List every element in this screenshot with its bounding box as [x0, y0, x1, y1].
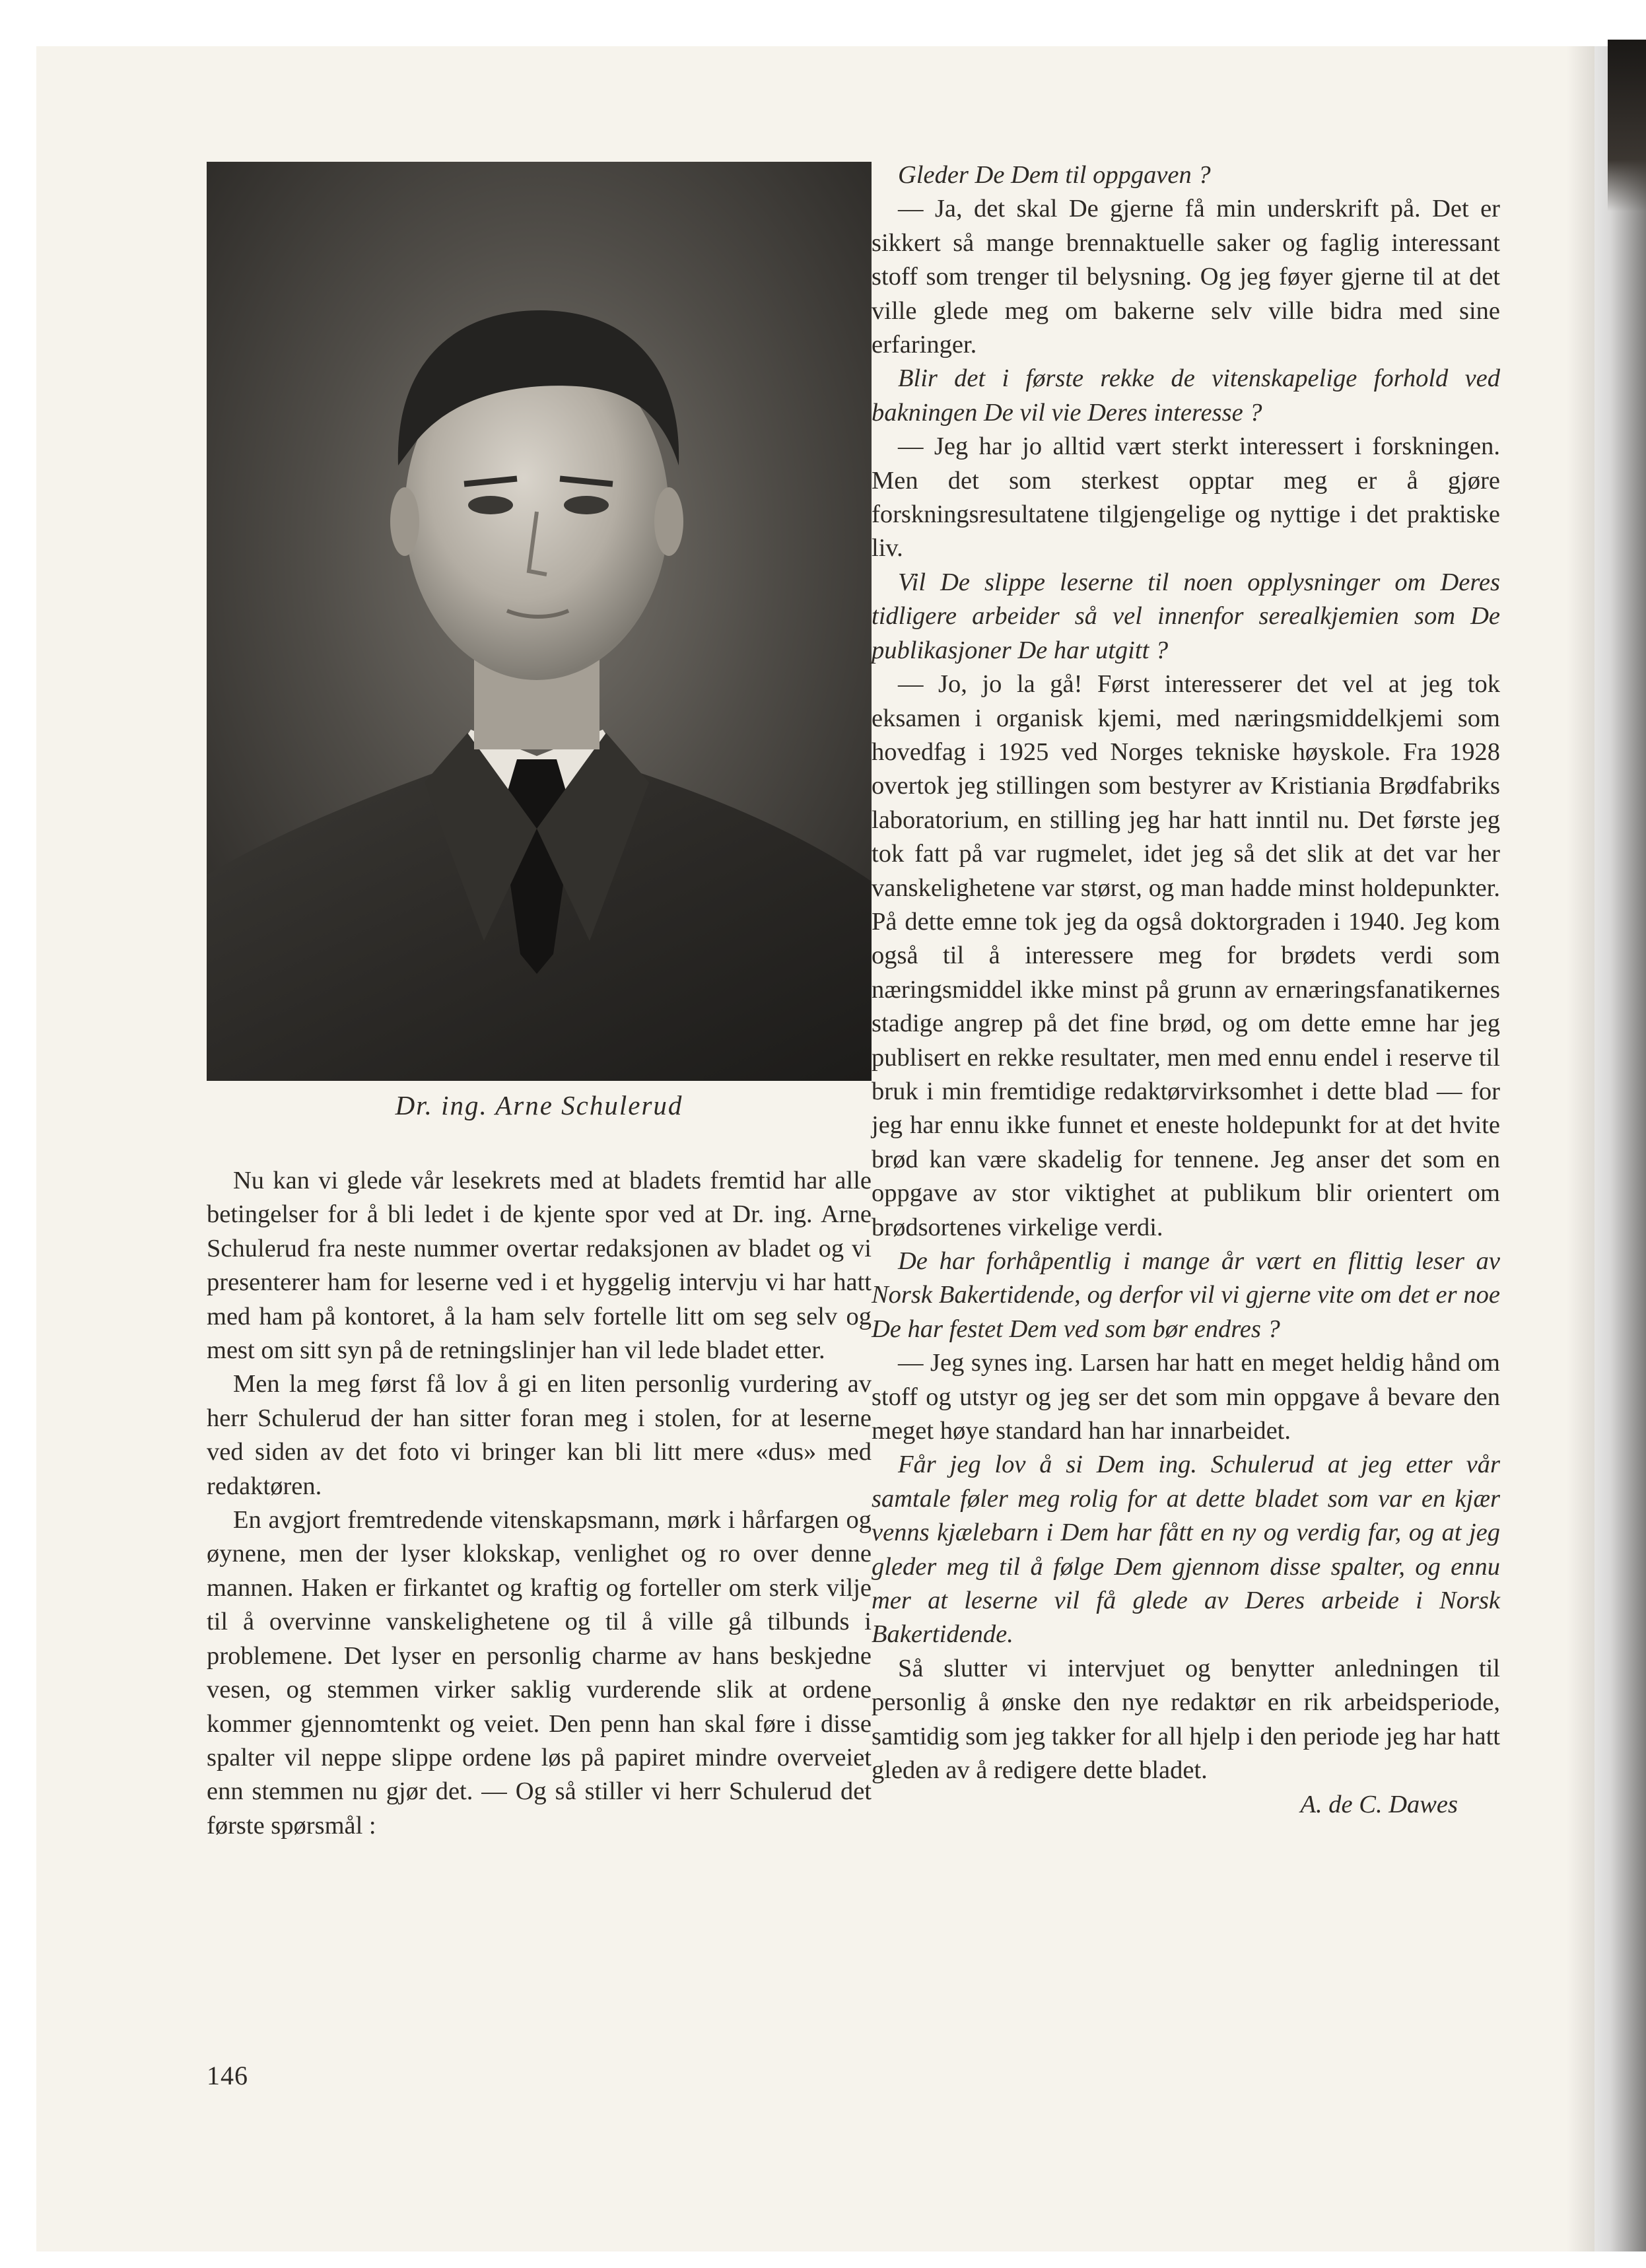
closing-paragraph: Så slutter vi intervjuet og benytter anledningen til personlig å ønske den nye redaktør en rik arbeidsperiode, samtidig som jeg takker for all hjelp i den periode jeg har hatt gleden av å redigere dette bladet.: [872, 1654, 1500, 1785]
article-paragraph: Nu kan vi glede vår lesekrets med at bladets fremtid har alle betingelser for å bli ledet i de kjente spor ved at Dr. ing. Arne Schulerud fra neste nummer overtar redaksjonen av bladet og vi presenterer ham for leserne ved i et hyggelig intervju vi har hatt med ham på kontoret, å la ham selv fortelle litt om seg selv og mest om sitt syn på de retningslinjer han vil lede bladet etter.: [207, 1167, 872, 1365]
interview-answer: — Jeg synes ing. Larsen har hatt en meget heldig hånd om stoff og utstyr og jeg ser det som min oppgave å bevare den meget høye standard han har innarbeidet.: [872, 1349, 1500, 1445]
article-paragraph: En avgjort fremtredende vitenskapsmann, mørk i hårfargen og øynene, men der lyser klokskap, venlighet og ro over denne mannen. Haken er firkantet og kraftig og forteller om sterk vilje til å overvinne vanskelighetene og til å ville gå tilbunds i problemene. Det lyser en personlig charme av hans beskjedne vesen, og stemmen virker saklig vurderende slik at ordene kommer gjennomtenkt og veiet. Den penn han skal føre i disse spalter vil neppe slippe ordene løs på papiret mindre overveiet enn stemmen nu gjør det. — Og så stiller vi herr Schulerud det første spørsmål :: [207, 1506, 872, 1839]
article-right-column: [872, 158, 1500, 1822]
page-number: 146: [207, 2061, 248, 2090]
interview-question: De har forhåpentlig i mange år vært en flittig leser av Norsk Bakertidende, og derfor vil vi gjerne vite om det er noe De har festet Dem ved som bør endres ?: [872, 1247, 1500, 1343]
photo-caption: Dr. ing. Arne Schulerud: [395, 1090, 683, 1120]
interview-answer: — Ja, det skal De gjerne få min underskrift på. Det er sikkert så mange brennaktuelle saker og faglig interessant stoff som trenger til belysning. Og jeg føyer gjerne til at det ville glede meg om bakerne selv ville bidra med sine erfaringer.: [872, 195, 1500, 359]
portrait-photo: [207, 162, 872, 1081]
interview-answer: — Jeg har jo alltid vært sterkt interessert i forskningen. Men det som sterkest opptar meg er å gjøre forskningsresultatene tilgjengelige og nyttige i det praktiske liv.: [872, 432, 1500, 563]
article-left-column: [207, 1164, 872, 1843]
interview-question: Gleder De Dem til oppgaven ?: [898, 161, 1211, 189]
book-spine-shadow: [1567, 46, 1646, 2251]
interview-question: Vil De slippe leserne til noen opplysninger om Deres tidligere arbeider så vel innenfor serealkjemien som De publikasjoner De har utgitt ?: [872, 568, 1500, 664]
book-spine-edge: [1608, 40, 1646, 211]
article-paragraph: Men la meg først få lov å gi en liten personlig vurdering av herr Schulerud der han sitter foran meg i stolen, for at leserne ved siden av det foto vi bringer kan bli litt mere «dus» med redaktøren.: [207, 1370, 872, 1500]
interview-answer: — Jo, jo la gå! Først interesserer det vel at jeg tok eksamen i organisk kjemi, med næringsmiddelkjemi som hovedfag i 1925 ved Norges tekniske høyskole. Fra 1928 overtok jeg stillingen som bestyrer av Kristiania Brødfabriks laboratorium, en stilling jeg har hatt inntil nu. Det første jeg tok fatt på var rugmelet, idet jeg så det slik at det var her vanskelighetene var størst, og man hadde minst holdepunkter. På dette emne tok jeg da også doktorgraden i 1940. Jeg kom også til å interessere meg for brødets verdi som næringsmiddel ikke minst på grunn av ernæringsfanatikernes stadige angrep på det fine brød, og om dette emne har jeg publisert en rekke resultater, men med ennu endel i reserve til bruk i min fremtidige redaktørvirksomhet i dette blad — for jeg har ennu ikke funnet et eneste holdepunkt for at det hvite brød kan være skadelig for tennene. Jeg anser det som en oppgave av stor viktighet at publikum blir orientert om brødsortenes virkelige verdi.: [872, 670, 1500, 1241]
closing-remark-italic: Får jeg lov å si Dem ing. Schulerud at jeg etter vår samtale føler meg rolig for at dette bladet som var en kjær venns kjælebarn i Dem har fått en ny og verdig far, og at jeg gleder meg til å følge Dem gjennom disse spalter, og ennu mer at leserne vil få glede av Deres arbeide i Norsk Bakertidende.: [872, 1451, 1500, 1649]
author-signature: A. de C. Dawes: [1300, 1790, 1458, 1818]
interview-question: Blir det i første rekke de vitenskapelige forhold ved bakningen De vil vie Deres interesse ?: [872, 364, 1500, 427]
portrait-illustration: [207, 162, 872, 1081]
